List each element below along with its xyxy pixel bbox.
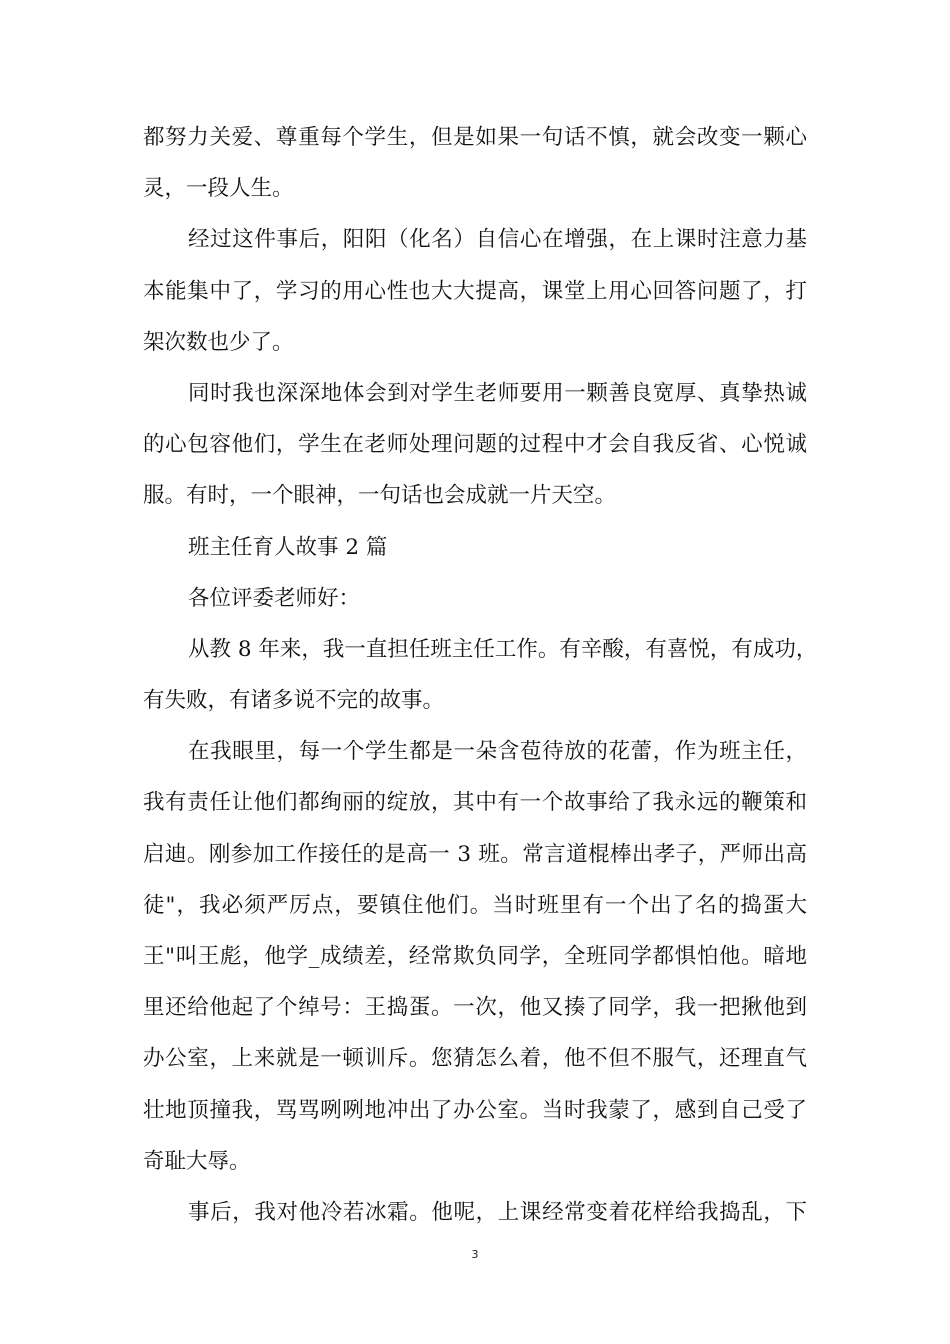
document-body <box>143 112 818 1238</box>
text-line: 从教 8 年来，我一直担任班主任工作。有辛酸，有喜悦，有成功， <box>188 636 818 662</box>
text-line: 我有责任让他们都绚丽的绽放，其中有一个故事给了我永远的鞭策和 <box>143 790 807 816</box>
text-line: 奇耻大辱。 <box>143 1148 251 1174</box>
text-line: 启迪。刚参加工作接任的是高一 3 班。常言道棍棒出孝子，严师出高 <box>143 841 807 867</box>
text-line: 经过这件事后，阳阳（化名）自信心在增强，在上课时注意力基 <box>188 227 807 253</box>
text-line: 班主任育人故事 2 篇 <box>188 534 388 560</box>
text-line: 里还给他起了个绰号：王捣蛋。一次，他又揍了同学，我一把揪他到 <box>143 995 807 1021</box>
text-line: 同时我也深深地体会到对学生老师要用一颗善良宽厚、真挚热诚 <box>188 380 807 406</box>
text-line: 办公室，上来就是一顿训斥。您猜怎么着，他不但不服气，还理直气 <box>143 1046 807 1072</box>
text-line: 的心包容他们，学生在老师处理问题的过程中才会自我反省、心悦诚 <box>143 432 807 458</box>
text-line: 事后，我对他冷若冰霜。他呢，上课经常变着花样给我捣乱，下 <box>188 1199 807 1225</box>
page-number: 3 <box>471 1248 479 1261</box>
text-line: 本能集中了，学习的用心性也大大提高，课堂上用心回答问题了，打 <box>143 278 807 304</box>
text-line: 灵，一段人生。 <box>143 176 294 202</box>
text-line: 服。有时，一个眼神，一句话也会成就一片天空。 <box>143 483 617 509</box>
text-line: 在我眼里，每一个学生都是一朵含苞待放的花蕾，作为班主任， <box>188 739 807 765</box>
text-line: 架次数也少了。 <box>143 329 294 355</box>
text-line: 壮地顶撞我，骂骂咧咧地冲出了办公室。当时我蒙了，感到自己受了 <box>143 1097 807 1123</box>
text-line: 徒"，我必须严厉点，要镇住他们。当时班里有一个出了名的捣蛋大 <box>143 892 807 918</box>
text-line: 各位评委老师好： <box>188 585 361 611</box>
text-line: 王"叫王彪，他学_成绩差，经常欺负同学，全班同学都惧怕他。暗地 <box>143 944 807 969</box>
text-line: 有失败，有诸多说不完的故事。 <box>143 688 445 714</box>
text-line: 都努力关爱、尊重每个学生，但是如果一句话不慎，就会改变一颗心 <box>143 125 807 150</box>
